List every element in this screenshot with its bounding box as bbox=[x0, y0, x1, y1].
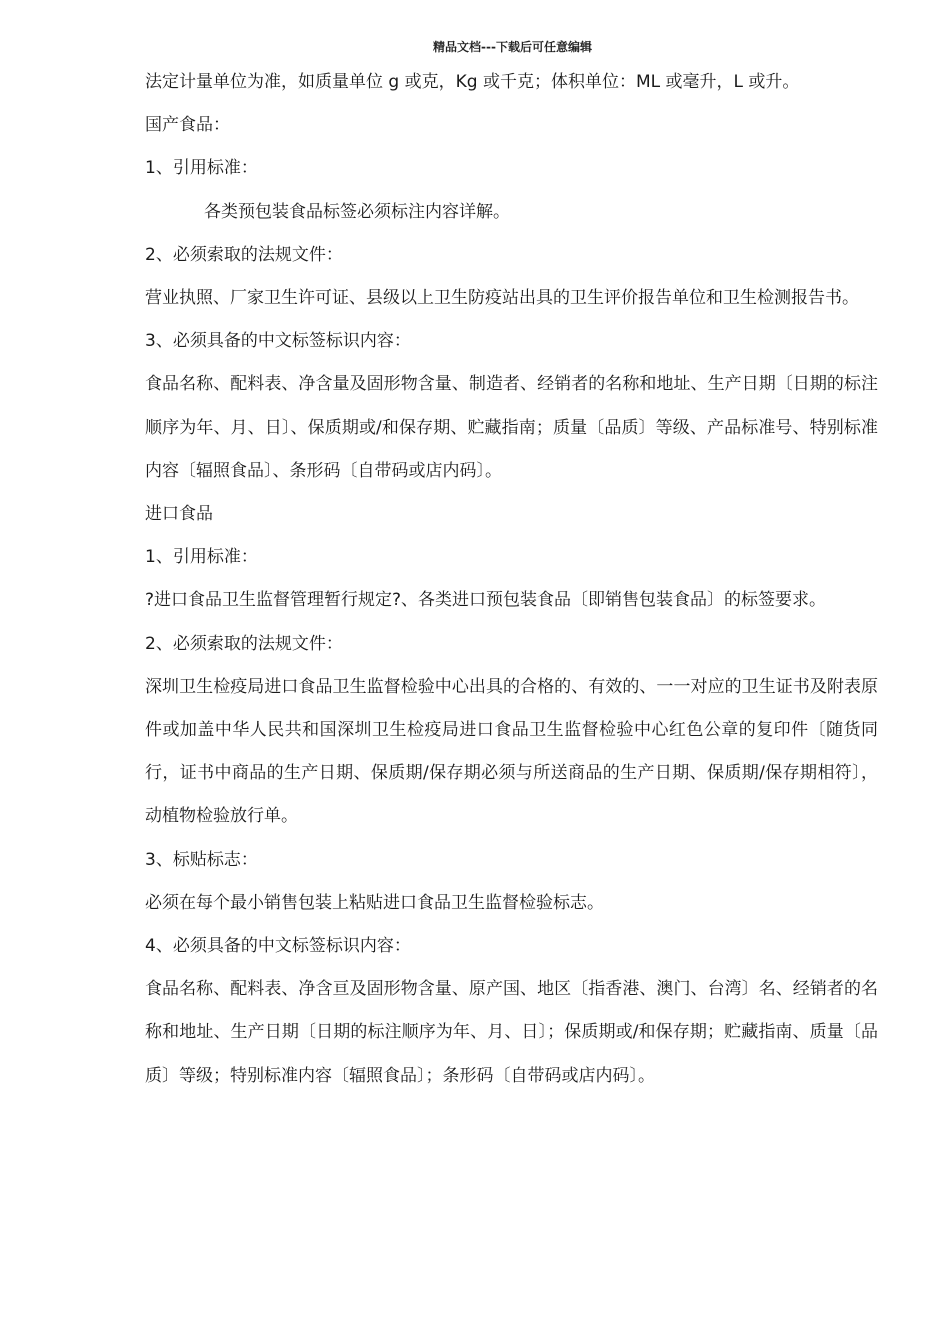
paragraph-documents-domestic: 营业执照、厂家卫生许可证、县级以上卫生防疫站出具的卫生评价报告单位和卫生检测报告书。 bbox=[145, 288, 859, 309]
document-body bbox=[145, 61, 878, 1098]
paragraph-standards-domestic: 各类预包装食品标签必须标注内容详解。 bbox=[204, 201, 510, 222]
item-heading-label-content: 3、必须具备的中文标签标识内容： bbox=[145, 331, 411, 352]
item-heading-documents-imported: 2、必须索取的法规文件： bbox=[145, 633, 343, 654]
section-heading-imported: 进口食品 bbox=[145, 504, 213, 525]
paragraph-label-content-imported: 食品名称、配料表、净含亘及固形物含量、原产国、地区〔指香港、澳门、台湾〕名、经销者的名称和地址、生产日期〔日期的标注顺序为年、月、日〕；保质期或/和保存期；贮藏指南、质量〔品质〕等级；特别标准内容〔辐照食品〕；条形码〔自带码或店内码〕。 bbox=[145, 979, 878, 1086]
paragraph-label-content-domestic: 食品名称、配料表、净含量及固形物含量、制造者、经销者的名称和地址、生产日期〔日期的标注顺序为年、月、日〕、保质期或/和保存期、贮藏指南；质量〔品质〕等级、产品标准号、特别标准内容〔辐照食品〕、条形码〔自带码或店内码〕。 bbox=[145, 374, 878, 481]
page-header: 精品文档---下载后可任意编辑 bbox=[433, 40, 592, 54]
paragraph-standards-imported: ?进口食品卫生监督管理暂行规定?、各类进口预包装食品〔即销售包装食品〕的标签要求。 bbox=[145, 590, 827, 611]
item-heading-standards: 1、引用标准： bbox=[145, 158, 258, 179]
paragraph-sticker: 必须在每个最小销售包装上粘贴进口食品卫生监督检验标志。 bbox=[145, 892, 604, 913]
paragraph-documents-imported: 深圳卫生检疫局进口食品卫生监督检验中心出具的合格的、有效的、一一对应的卫生证书及附表原件或加盖中华人民共和国深圳卫生检疫局进口食品卫生监督检验中心红色公章的复印件〔随货同行，证书中商品的生产日期、保质期/保存期必须与所送商品的生产日期、保质期/保存期相符〕，动植物检验放行单。 bbox=[145, 676, 878, 827]
section-heading-domestic: 国产食品： bbox=[145, 115, 230, 136]
item-heading-label-content-imported: 4、必须具备的中文标签标识内容： bbox=[145, 936, 411, 957]
paragraph-units: 法定计量单位为准，如质量单位 g 或克，Kg 或千克；体积单位：ML 或毫升，L 或升。 bbox=[145, 72, 800, 92]
item-heading-documents: 2、必须索取的法规文件： bbox=[145, 244, 343, 265]
item-heading-standards-imported: 1、引用标准： bbox=[145, 547, 258, 568]
item-heading-sticker: 3、标贴标志： bbox=[145, 849, 258, 870]
